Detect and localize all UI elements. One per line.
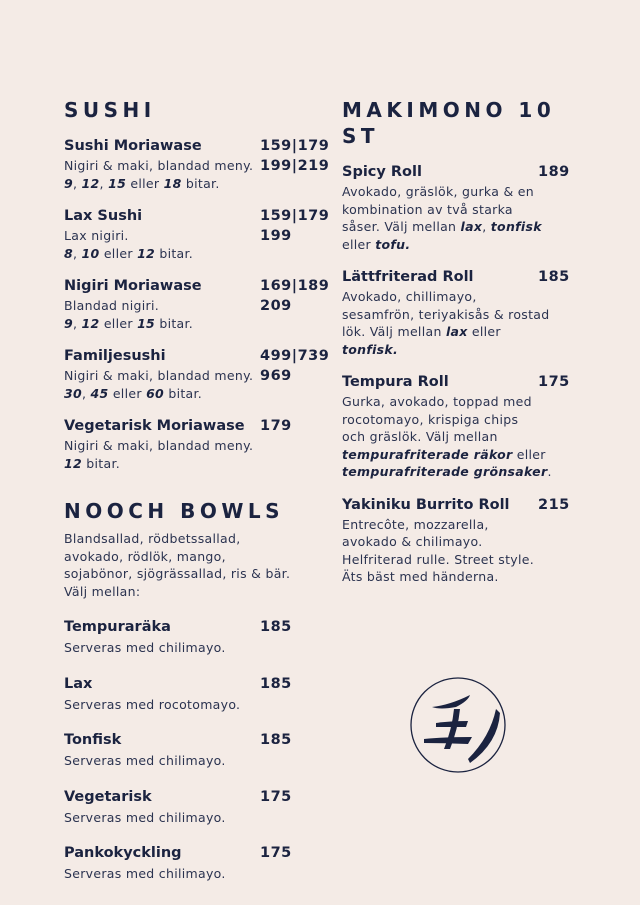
right-column [342, 97, 582, 600]
item-text: eller [512, 446, 546, 462]
item-text: eller [99, 315, 138, 331]
item-description-line [64, 809, 324, 827]
item-price: 199|219 [260, 158, 330, 174]
item-highlight: 18 [163, 175, 182, 191]
item-price: 159|179 [260, 208, 330, 224]
item-price: 185 [260, 619, 292, 635]
item-description-line [342, 393, 582, 411]
item-text: eller [126, 175, 164, 191]
item-name: Yakiniku Burrito Roll [342, 496, 510, 513]
item-description-line [342, 218, 582, 236]
intro-line: Välj mellan: [64, 583, 141, 599]
item-description-line [64, 865, 324, 883]
item-text: Serveras med chilimayo. [64, 809, 226, 825]
item-price: 215 [538, 496, 570, 513]
item-highlight: 10 [81, 245, 100, 261]
item-highlight: 8 [64, 245, 73, 261]
item-text: eller [108, 385, 147, 401]
item-description-line [342, 323, 582, 341]
item-name: Vegetarisk [64, 788, 152, 805]
item-text: rocotomayo, krispiga chips [342, 411, 519, 427]
item-description-line [64, 175, 324, 193]
item-highlight: tonfisk. [342, 341, 399, 357]
item-price: 969 [260, 368, 292, 384]
item-highlight: lax [460, 219, 483, 234]
menu-item [64, 787, 324, 827]
menu-item [64, 843, 324, 883]
intro-line: avokado, rödlök, mango, [64, 548, 226, 564]
item-price: 185 [260, 732, 292, 748]
bowls-list [64, 617, 324, 883]
menu-item [64, 416, 324, 472]
item-prices [260, 206, 329, 246]
item-description-line [342, 411, 582, 429]
intro-line: Blandsallad, rödbetssallad, [64, 531, 241, 546]
item-name: Pankokyckling [64, 845, 182, 861]
makimono-heading: MAKIMONO 10 ST [342, 98, 556, 148]
item-prices [260, 136, 329, 176]
bowls-heading: NOOCH BOWLS [64, 499, 285, 523]
item-description-line [342, 306, 582, 324]
item-description-line [342, 463, 582, 481]
item-prices [260, 276, 329, 316]
item-price: 175 [260, 845, 292, 861]
item-prices [260, 843, 292, 863]
menu-item [64, 276, 330, 332]
bowls-intro [64, 530, 324, 600]
item-text: sesamfrön, teriyakisås & rostad [342, 306, 550, 322]
item-name: Lax Sushi [64, 208, 143, 224]
item-name: Tonfisk [64, 732, 122, 748]
item-highlight: 15 [137, 315, 156, 331]
item-description-line [342, 201, 582, 219]
sushi-heading: SUSHI [64, 98, 156, 122]
item-text: bitar. [155, 245, 194, 261]
item-text: Äts bäst med händerna. [342, 569, 499, 584]
left-column [64, 97, 330, 900]
item-description-line [342, 516, 582, 534]
item-description-line [64, 315, 324, 333]
item-description-line [64, 455, 324, 473]
logo-emblem-icon [410, 677, 506, 773]
menu-item [64, 136, 330, 192]
item-prices [260, 416, 292, 436]
item-text: Nigiri & maki, blandad meny. [64, 158, 254, 173]
item-prices [260, 730, 292, 750]
item-highlight: tofu. [375, 236, 411, 252]
item-description-line [64, 437, 324, 455]
item-price: 159|179 [260, 138, 330, 154]
item-text: , [73, 315, 82, 331]
item-text: Nigiri & maki, blandad meny. [64, 438, 254, 453]
item-prices [260, 346, 329, 386]
item-price: 189 [538, 164, 570, 180]
item-description-line [342, 341, 582, 359]
item-prices [260, 674, 292, 694]
item-price: 199 [260, 228, 292, 244]
item-name: Tempura Roll [342, 374, 449, 390]
item-text: Blandad nigiri. [64, 298, 160, 313]
item-text: Serveras med chilimayo. [64, 866, 226, 881]
item-name: Nigiri Moriawase [64, 278, 202, 294]
item-text: såser. Välj mellan [342, 219, 461, 234]
item-description-line [342, 568, 582, 586]
item-text: Avokado, gräslök, gurka & en [342, 184, 535, 199]
item-prices [538, 495, 570, 515]
item-description-line [342, 551, 582, 569]
item-text: och gräslök. Välj mellan [342, 429, 498, 444]
item-price: 499|739 [260, 348, 330, 364]
item-description-line [64, 639, 324, 657]
item-description-line [342, 533, 582, 551]
item-price: 185 [538, 269, 570, 285]
item-text: Gurka, avokado, toppad med [342, 394, 532, 409]
item-highlight: lax [445, 324, 468, 339]
item-prices [260, 787, 292, 807]
item-text: Entrecôte, mozzarella, [342, 516, 489, 532]
item-text: eller [342, 236, 376, 252]
item-description-line [64, 696, 324, 714]
menu-item [64, 730, 324, 770]
item-highlight: 45 [90, 385, 109, 401]
item-highlight: tempurafriterade grönsaker [342, 464, 548, 479]
item-description-line [64, 385, 324, 403]
item-highlight: 9 [64, 175, 73, 191]
item-price: 175 [260, 788, 292, 805]
item-highlight: 12 [64, 455, 82, 471]
item-highlight: 12 [137, 245, 156, 261]
item-text: bitar. [164, 385, 203, 401]
item-name: Tempuraräka [64, 619, 171, 635]
item-highlight: 9 [64, 315, 73, 331]
item-description-line [342, 236, 582, 254]
item-text: Lax nigiri. [64, 228, 129, 243]
item-text: Serveras med chilimayo. [64, 753, 226, 768]
menu-item [64, 206, 330, 262]
item-highlight: 30 [64, 385, 82, 401]
item-name: Sushi Moriawase [64, 138, 202, 154]
item-price: 169|189 [260, 278, 330, 294]
item-price: 179 [260, 418, 292, 434]
item-text: Serveras med chilimayo. [64, 640, 226, 655]
item-description-line [64, 245, 324, 263]
item-text: , [482, 219, 491, 234]
item-prices [538, 372, 570, 392]
item-price: 185 [260, 675, 292, 692]
item-name: Vegetarisk Moriawase [64, 418, 245, 434]
item-description-line [342, 288, 582, 306]
makimono-list [342, 162, 582, 586]
item-text: , [73, 245, 82, 261]
item-text: kombination av två starka [342, 201, 513, 217]
item-text: eller [467, 324, 501, 339]
sushi-list [64, 136, 330, 472]
item-text: , [99, 175, 109, 191]
menu-item [64, 346, 330, 402]
menu-item [342, 267, 582, 358]
item-description-line [342, 428, 582, 446]
item-highlight: tempurafriterade räkor [342, 446, 513, 462]
menu-item [342, 372, 582, 481]
item-name: Lax [64, 675, 93, 692]
item-text: . [547, 464, 552, 479]
item-price: 175 [538, 374, 570, 390]
item-prices [260, 617, 292, 637]
item-text: Avokado, chillimayo, [342, 289, 477, 304]
item-text: eller [99, 245, 138, 261]
menu-item [64, 617, 324, 657]
item-description-line [342, 183, 582, 201]
item-name: Familjesushi [64, 348, 166, 364]
item-name: Lättfriterad Roll [342, 269, 474, 285]
item-highlight: 60 [146, 385, 165, 401]
item-description-line [342, 446, 582, 464]
item-text: Helfriterad rulle. Street style. [342, 551, 535, 567]
item-highlight: 12 [81, 315, 100, 331]
item-text: , [73, 175, 82, 191]
restaurant-logo [410, 677, 506, 773]
item-text: avokado & chilimayo. [342, 534, 483, 549]
item-text: bitar. [181, 175, 220, 191]
menu-item [342, 162, 582, 253]
item-highlight: 12 [81, 175, 100, 191]
item-text: bitar. [82, 455, 121, 471]
item-prices [538, 267, 570, 287]
item-text: Nigiri & maki, blandad meny. [64, 368, 254, 383]
menu-item [342, 495, 582, 586]
item-text: lök. Välj mellan [342, 324, 446, 339]
item-highlight: tonfisk [490, 219, 542, 234]
item-description-line [64, 752, 324, 770]
item-name: Spicy Roll [342, 164, 422, 180]
item-price: 209 [260, 298, 292, 314]
item-highlight: 15 [108, 175, 127, 191]
item-text: bitar. [155, 315, 194, 331]
item-prices [538, 162, 570, 182]
menu-item [64, 674, 324, 714]
item-text: , [82, 385, 91, 401]
intro-line: sojabönor, sjögrässallad, ris & bär. [64, 566, 291, 581]
item-text: Serveras med rocotomayo. [64, 696, 241, 712]
